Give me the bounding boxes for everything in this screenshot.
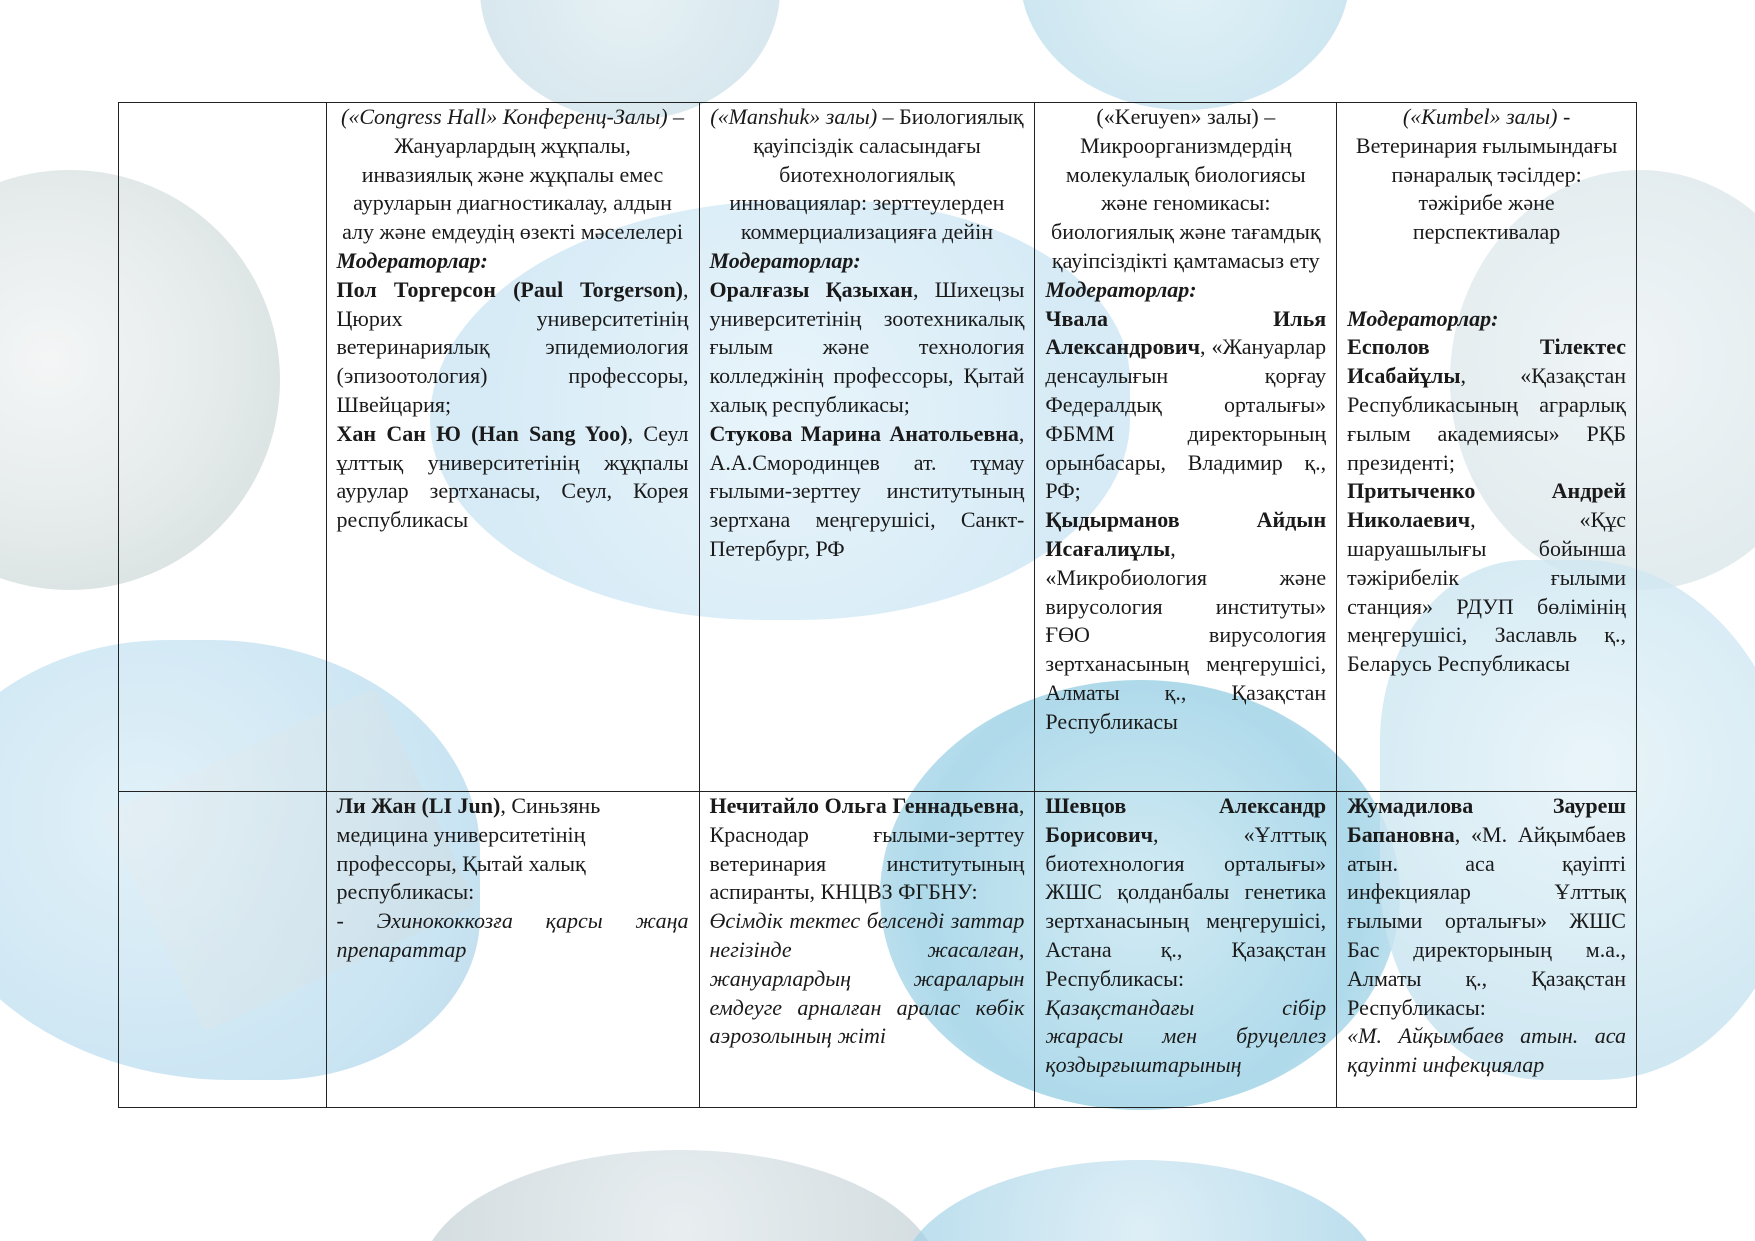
topic-prefix: -	[336, 908, 377, 934]
program-table-container	[118, 102, 1637, 1108]
moderator-info: , Сеул ұлттық университетінің жұқпалы аурулар зертханасы, Сеул, Корея республикасы	[336, 420, 689, 533]
topic-text: Эхинококкозға қарсы жаңа препараттар	[336, 908, 689, 962]
moderators-label: Модераторлар:	[1347, 305, 1499, 331]
moderator-name: Притыченко Андрей Николаевич	[1347, 478, 1626, 533]
speaker-entry	[1347, 792, 1626, 1022]
moderator-info: , Шихецзы университетінің зоотехникалық ғылым және технология колледжінің профессоры, Қытай халық республикасы;	[709, 276, 1025, 417]
speaker-name: Жумадилова Зауреш Бапановна	[1347, 793, 1626, 847]
session-cell	[326, 103, 699, 792]
hall-name: («Kumbel» залы)	[1402, 104, 1558, 129]
moderator-info: , «Құс шаруашылығы бойынша тәжірибелік ғылыми станция» РДУП бөлімінің меңгерушісі, Заславль қ., Беларусь Республикасы	[1347, 507, 1626, 677]
moderator-entry	[337, 420, 689, 535]
moderator-name: Есполов Тілектес Исабайұлы	[1347, 334, 1626, 389]
session-cell	[699, 103, 1035, 792]
hall-name: («Keruyen» залы)	[1096, 104, 1259, 129]
session-topic: - Ветеринария ғылымындағы пәнаралық тәсілдер: тәжірибе және перспективалар	[1355, 104, 1618, 245]
moderator-name: Пол Торгерсон (Paul Torgerson)	[336, 276, 684, 302]
moderators-label: Модераторлар:	[709, 247, 861, 273]
moderator-entry	[1045, 506, 1326, 736]
speaker-cell	[326, 792, 699, 1108]
session-cell	[1337, 103, 1637, 792]
session-topic: – Биологиялық қауіпсіздік саласындағы биотехнологиялық инновациялар: зерттеулерден коммерциализацияға дейін	[729, 104, 1024, 245]
speaker-cell	[1035, 792, 1337, 1108]
session-title	[710, 103, 1025, 247]
moderator-entry	[1045, 305, 1326, 507]
speaker-info: , «Ұлттық биотехнология орталығы» ЖШС қолданбалы генетика зертханасының меңгерушісі, Астана қ., Қазақстан Республикасы:	[1045, 821, 1327, 991]
speaker-topic: «М. Айқымбаев атын. аса қауіпті инфекциялар	[1347, 1023, 1626, 1078]
moderators-label: Модераторлар:	[336, 247, 488, 273]
session-cell	[1035, 103, 1337, 792]
moderator-info: , «Қазақстан Республикасының аграрлық ғылым академиясы» РҚБ президенті;	[1347, 363, 1626, 475]
speaker-cell	[699, 792, 1035, 1108]
speaker-topic: Қазақстандағы сібір жарасы мен бруцеллез қоздырғыштарының	[1045, 994, 1327, 1078]
moderator-info: , «Микробиология және вирусология институты» ҒӨО вирусология зертханасының меңгерушісі, Алматы қ., Қазақстан Республикасы	[1045, 535, 1327, 734]
speaker-entry	[337, 792, 689, 907]
session-title	[1347, 103, 1626, 247]
speaker-info: , Краснодар ғылыми-зерттеу ветеринария институтының аспиранты, КНЦВЗ ФГБНУ:	[709, 793, 1025, 905]
time-cell	[119, 792, 327, 1108]
top-right-photo-blob	[1020, 0, 1350, 110]
time-cell	[119, 103, 327, 792]
bubbles-photo-blob	[900, 1160, 1380, 1241]
spacer	[1347, 247, 1626, 276]
session-topic: – Микроорганизмдердің молекулалық биологиясы және геномикасы: биологиялық және тағамдық қауіпсіздікті қамтамасыз ету	[1051, 104, 1321, 273]
speaker-topic	[337, 907, 689, 965]
moderators-label: Модераторлар:	[1045, 276, 1197, 302]
hall-name: («Congress Hall» Конференц-Залы)	[341, 104, 668, 129]
table-row-speakers	[119, 792, 1637, 1108]
moderator-entry	[1347, 333, 1626, 477]
speaker-name: Нечитайло Ольга Геннадьевна	[709, 793, 1019, 818]
speaker-topic: Өсімдік тектес белсенді заттар негізінде жасалған, жануарлардың жараларын емдеуге арналған аралас көбік аэрозолының жіті	[709, 908, 1025, 1049]
session-title	[337, 103, 689, 247]
speaker-cell	[1337, 792, 1637, 1108]
table-row-moderators	[119, 103, 1637, 792]
moderator-info: , Цюрих университетінің ветеринариялық эпидемиология (эпизоотология) профессоры, Швейцария;	[336, 276, 689, 417]
petri-photo-blob	[420, 1150, 940, 1241]
program-table	[118, 102, 1637, 1108]
speaker-info: , Синьзянь медицина университетінің профессоры, Қытай халық республикасы:	[336, 793, 601, 905]
speaker-name: Ли Жан (LI Jun)	[336, 793, 501, 818]
hall-name: («Manshuk» залы)	[710, 104, 878, 129]
spacer	[1347, 276, 1626, 305]
moderator-name: Чвала Илья Александрович	[1045, 305, 1327, 360]
moderator-entry	[710, 276, 1025, 420]
session-title	[1045, 103, 1326, 276]
speaker-info: , «М. Айқымбаев атын. аса қауіпті инфекциялар Ұлттық ғылыми орталығы» ЖШС Бас директорының м.а., Алматы қ., Қазақстан Республикасы:	[1347, 821, 1626, 1020]
moderator-entry	[1347, 477, 1626, 679]
speaker-entry	[710, 792, 1025, 907]
moderator-name: Стукова Марина Анатольевна	[709, 420, 1019, 446]
moderator-name: Оралғазы Қазыхан	[709, 276, 913, 302]
speaker-name: Шевцов Александр Борисович	[1045, 793, 1327, 847]
session-topic: – Жануарлардың жұқпалы, инвазиялық және жұқпалы емес ауруларын диагностикалау, алдын алу және емдеудің өзекті мәселелері	[342, 104, 685, 245]
moderator-info: , «Жануарлар денсаулығын қорғау Федералдық орталығы» ФБММ директорының орынбасары, Владимир қ., РФ;	[1045, 334, 1327, 504]
moderator-name: Қыдырманов Айдын Исағалиұлы	[1045, 507, 1327, 561]
speaker-entry	[1045, 792, 1326, 994]
moderator-entry	[710, 420, 1025, 564]
moderator-entry	[337, 276, 689, 420]
moderator-name: Хан Сан Ю (Han Sang Yoo)	[336, 420, 628, 446]
moderator-info: , А.А.Смородинцев ат. тұмау ғылыми-зерттеу институтының зертхана меңгерушісі, Санкт-Петербург, РФ	[709, 420, 1025, 561]
